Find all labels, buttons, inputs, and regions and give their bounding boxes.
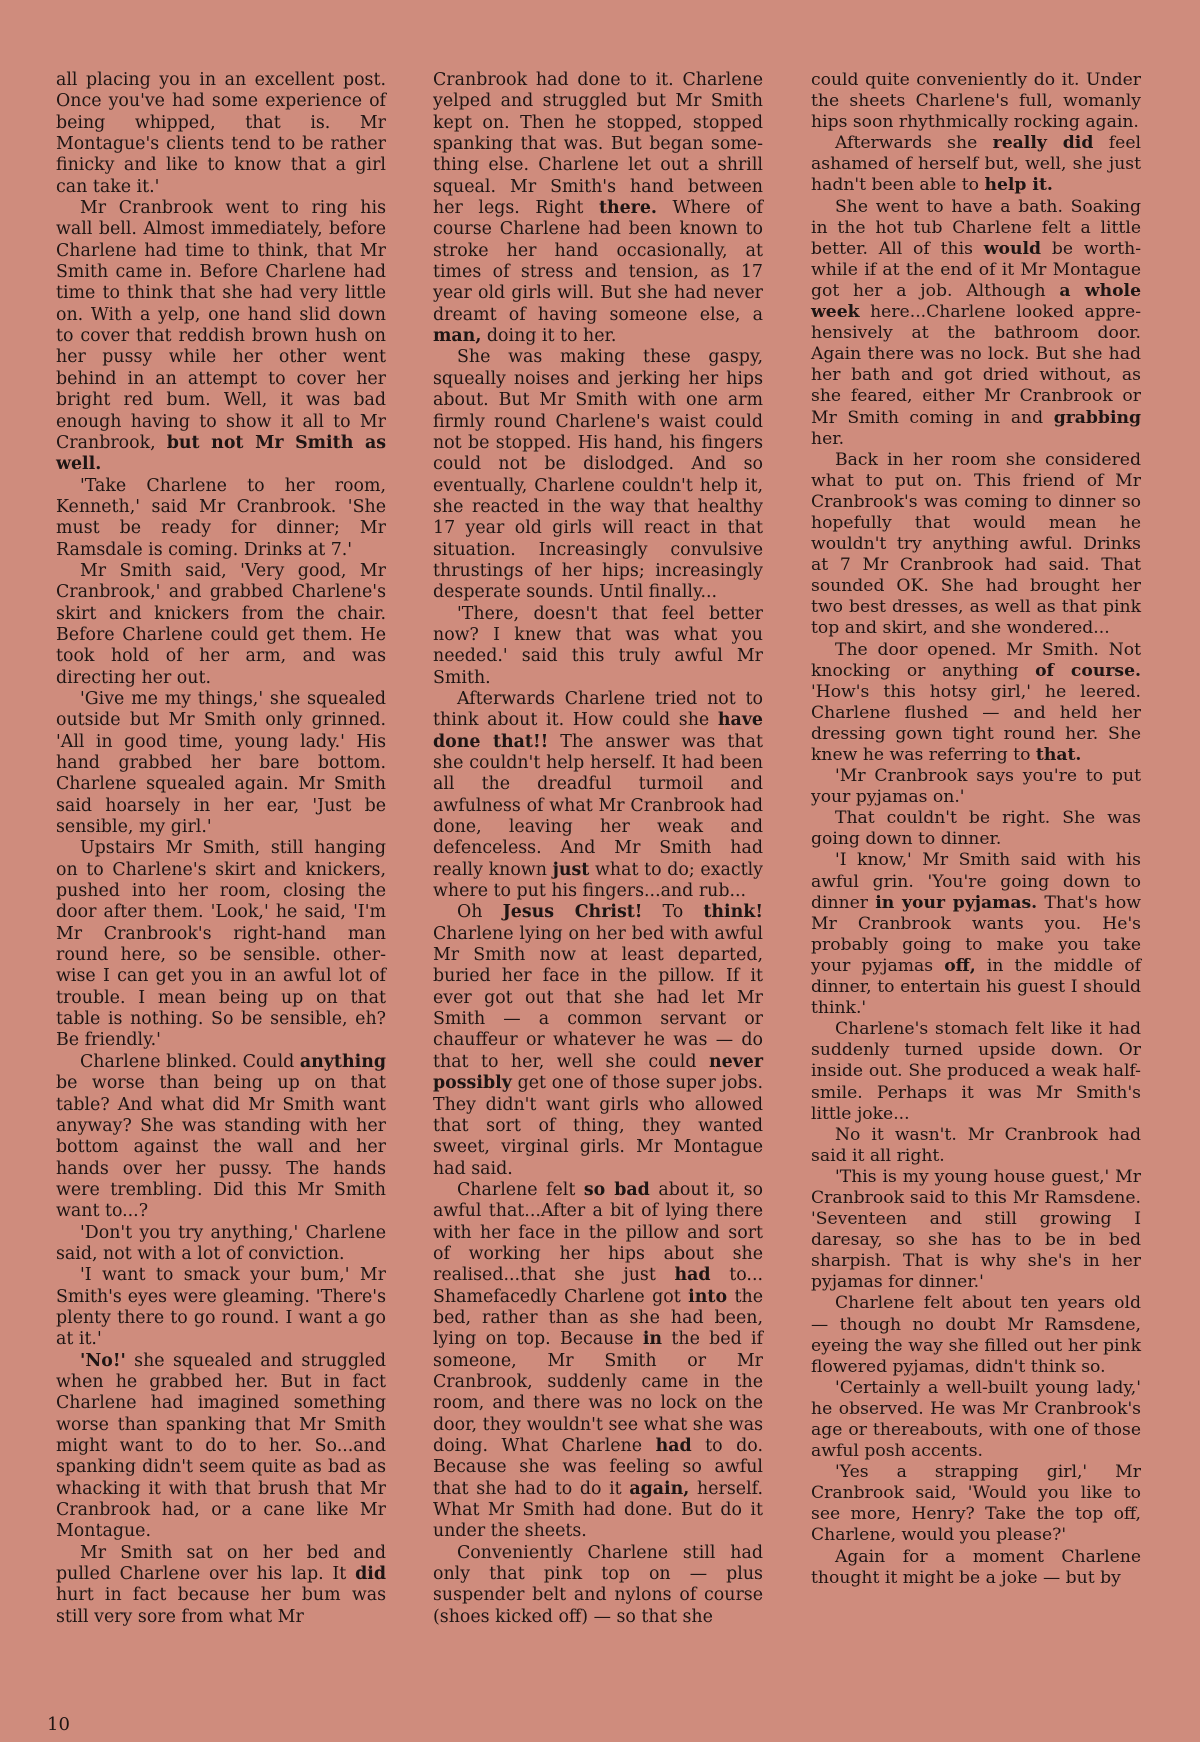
paragraph: 'Mr Cranbrook says you're to put your pyjamas on.'	[811, 766, 1141, 808]
paragraph: Upstairs Mr Smith, still hanging on to Charlene's skirt and knickers, pushed into her room, closing the door after them. 'Look,' he said, 'I'm Mr Cranbrook's right-hand man round here, so be sensible. otherwise I can get you in an awful lot of trouble. I mean being up on that table is nothing. So be sensible, eh? Be friendly.'	[56, 838, 386, 1051]
paragraph: Charlene felt so bad about it, so awful that...After a bit of lying there with her face in the pillow and sort of working her hips about she realised...that she just had to... Shamefacedly Charlene got into the bed, rather than as she had been, lying on top. Because in the bed if someone, Mr Smith or Mr Cranbrook, suddenly came in the room, and there was no lock on the door, they wouldn't see what she was doing. What Charlene had to do. Because she was feeling so awful that she had to do it again, herself. What Mr Smith had done. But do it under the sheets.	[433, 1179, 763, 1542]
paragraph: The door opened. Mr Smith. Not knocking or anything of course. 'How's this hotsy girl,' he leered. Charlene flushed — and held her dressing gown tight round her. She knew he was referring to that.	[811, 639, 1142, 765]
paragraph: Charlene's stomach felt like it had suddenly turned upside down. Or inside out. She produced a weak half-smile. Perhaps it was Mr Smith's little joke...	[811, 1019, 1141, 1124]
paragraph: Afterwards she really did feel ashamed of herself but, well, she just hadn't been able to help it.	[811, 133, 1141, 196]
paragraph: 'There, doesn't that feel better now? I knew that was what you needed.' said this truly awful Mr Smith.	[433, 603, 763, 688]
paragraph: 'Take Charlene to her room, Kenneth,' said Mr Cranbrook. 'She must be ready for dinner; Mr Ramsdale is coming. Drinks at 7.'	[56, 475, 386, 560]
paragraph: Conveniently Charlene still had only that pink top on — plus suspender belt and nylons of course (shoes kicked off) — so that she	[433, 1542, 763, 1627]
paragraph: Mr Cranbrook went to ring his wall bell. Almost immediately, before Charlene had time to think, that Mr Smith came in. Before Charlene had time to think that she had very little on. With a yelp, one hand slid down to cover that reddish brown hush on her pussy while her other went behind in an attempt to cover her bright red bum. Well, it was bad enough having to show it all to Mr Cranbrook, but not Mr Smith as well.	[56, 198, 387, 475]
paragraph: Oh Jesus Christ! To think! Charlene lying on her bed with awful Mr Smith now at least departed, buried her face in the pillow. If it ever got out that she had let Mr Smith — a common servant or chauffeur or whatever he was — do that to her, well she could never possibly get one of those super jobs. They didn't want girls who allowed that sort of thing, they wanted sweet, virginal girls. Mr Montague had said.	[433, 902, 763, 1179]
paragraph: 'I want to smack your bum,' Mr Smith's eyes were gleaming. 'There's plenty there to go round. I want a go at it.'	[56, 1265, 386, 1350]
paragraph: 'No!' she squealed and struggled when he grabbed her. But in fact Charlene had imagined something worse than spanking that Mr Smith might want to do to her. So...and spanking didn't seem quite as bad as whacking it with that brush that Mr Cranbrook had, or a cane like Mr Montague.	[56, 1350, 386, 1542]
paragraph: She went to have a bath. Soaking in the hot tub Charlene felt a little better. All of this would be worthwhile if at the end of it Mr Montague got her a job. Although a whole week here...Charlene looked apprehensively at the bathroom door. Again there was no lock. But she had her bath and got dried without, as she feared, either Mr Cranbrook or Mr Smith coming in and grabbing her.	[811, 196, 1142, 449]
paragraph: 'Give me my things,' she squealed outside but Mr Smith only grinned. 'All in good time, young lady.' His hand grabbed her bare bottom. Charlene squealed again. Mr Smith said hoarsely in her ear, 'Just be sensible, my girl.'	[56, 688, 386, 838]
text-column-middle	[433, 70, 763, 1628]
page-number: 10	[47, 1714, 70, 1735]
paragraph: That couldn't be right. She was going down to dinner.	[811, 808, 1141, 850]
paragraph: 'I know,' Mr Smith said with his awful grin. 'You're going down to dinner in your pyjamas. That's how Mr Cranbrook wants you. He's probably going to make you take your pyjamas off, in the middle of dinner, to entertain his guest I should think.'	[811, 850, 1141, 1019]
paragraph: Afterwards Charlene tried not to think about it. How could she have done that!! The answer was that she couldn't help herself. It had been all the dreadful turmoil and awfulness of what Mr Cranbrook had done, leaving her weak and defenceless. And Mr Smith had really known just what to do; exactly where to put his fingers...and rub...	[433, 688, 763, 902]
paragraph: No it wasn't. Mr Cranbrook had said it all right.	[811, 1124, 1141, 1166]
paragraph: Mr Smith said, 'Very good, Mr Cranbrook,' and grabbed Charlene's skirt and knickers from the chair. Before Charlene could get them. He took hold of her arm, and was directing her out.	[56, 560, 386, 688]
paragraph: all placing you in an excellent post. Once you've had some experience of being whipped, that is. Mr Montague's clients tend to be rather finicky and like to know that a girl can take it.'	[56, 70, 386, 197]
paragraph: Cranbrook had done to it. Charlene yelped and struggled but Mr Smith kept on. Then he stopped, stopped spanking that was. But began something else. Charlene let out a shrill squeal. Mr Smith's hand between her legs. Right there. Where of course Charlene had been known to stroke her hand occasionally, at times of stress and tension, as 17 year old girls will. But she had never dreamt of having someone else, a man, doing it to her.	[433, 70, 763, 347]
paragraph: 'Don't you try anything,' Charlene said, not with a lot of conviction.	[56, 1222, 386, 1264]
paragraph: Charlene blinked. Could anything be worse than being up on that table? And what did Mr Smith want anyway? She was standing with her bottom against the wall and her hands over her pussy. The hands were trembling. Did this Mr Smith want to...?	[56, 1051, 386, 1222]
paragraph: Again for a moment Charlene thought it might be a joke — but by	[811, 1546, 1141, 1588]
paragraph: Back in her room she considered what to put on. This friend of Mr Cranbrook's was coming to dinner so hopefully that would mean he wouldn't try anything awful. Drinks at 7 Mr Cranbrook had said. That sounded OK. She had brought her two best dresses, as well as that pink top and skirt, and she wondered...	[811, 449, 1141, 639]
paragraph: She was making these gaspy, squeally noises and jerking her hips about. But Mr Smith with one arm firmly round Charlene's waist could not be stopped. His hand, his fingers could not be dislodged. And so eventually, Charlene couldn't help it, she reacted in the way that healthy 17 year old girls will react in that situation. Increasingly convulsive thrustings of her hips; increasingly desperate sounds. Until finally...	[433, 347, 763, 603]
paragraph: Charlene felt about ten years old — though no doubt Mr Ramsdene, eyeing the way she filled out her pink flowered pyjamas, didn't think so.	[811, 1293, 1141, 1377]
paragraph: 'Yes a strapping girl,' Mr Cranbrook said, 'Would you like to see more, Henry? Take the top off, Charlene, would you please?'	[811, 1462, 1141, 1546]
paragraph: Mr Smith sat on her bed and pulled Charlene over his lap. It did hurt in fact because her bum was still very sore from what Mr	[56, 1542, 386, 1627]
text-column-right	[811, 70, 1141, 1589]
text-column-left	[56, 70, 386, 1628]
paragraph: could quite conveniently do it. Under the sheets Charlene's full, womanly hips soon rhythmically rocking again.	[811, 70, 1141, 133]
paragraph: 'Certainly a well-built young lady,' he observed. He was Mr Cranbrook's age or thereabouts, with one of those awful posh accents.	[811, 1377, 1141, 1462]
paragraph: 'This is my young house guest,' Mr Cranbrook said to this Mr Ramsdene. 'Seventeen and still growing I daresay, so she has to be in bed sharpish. That is why she's in her pyjamas for dinner.'	[811, 1166, 1141, 1293]
